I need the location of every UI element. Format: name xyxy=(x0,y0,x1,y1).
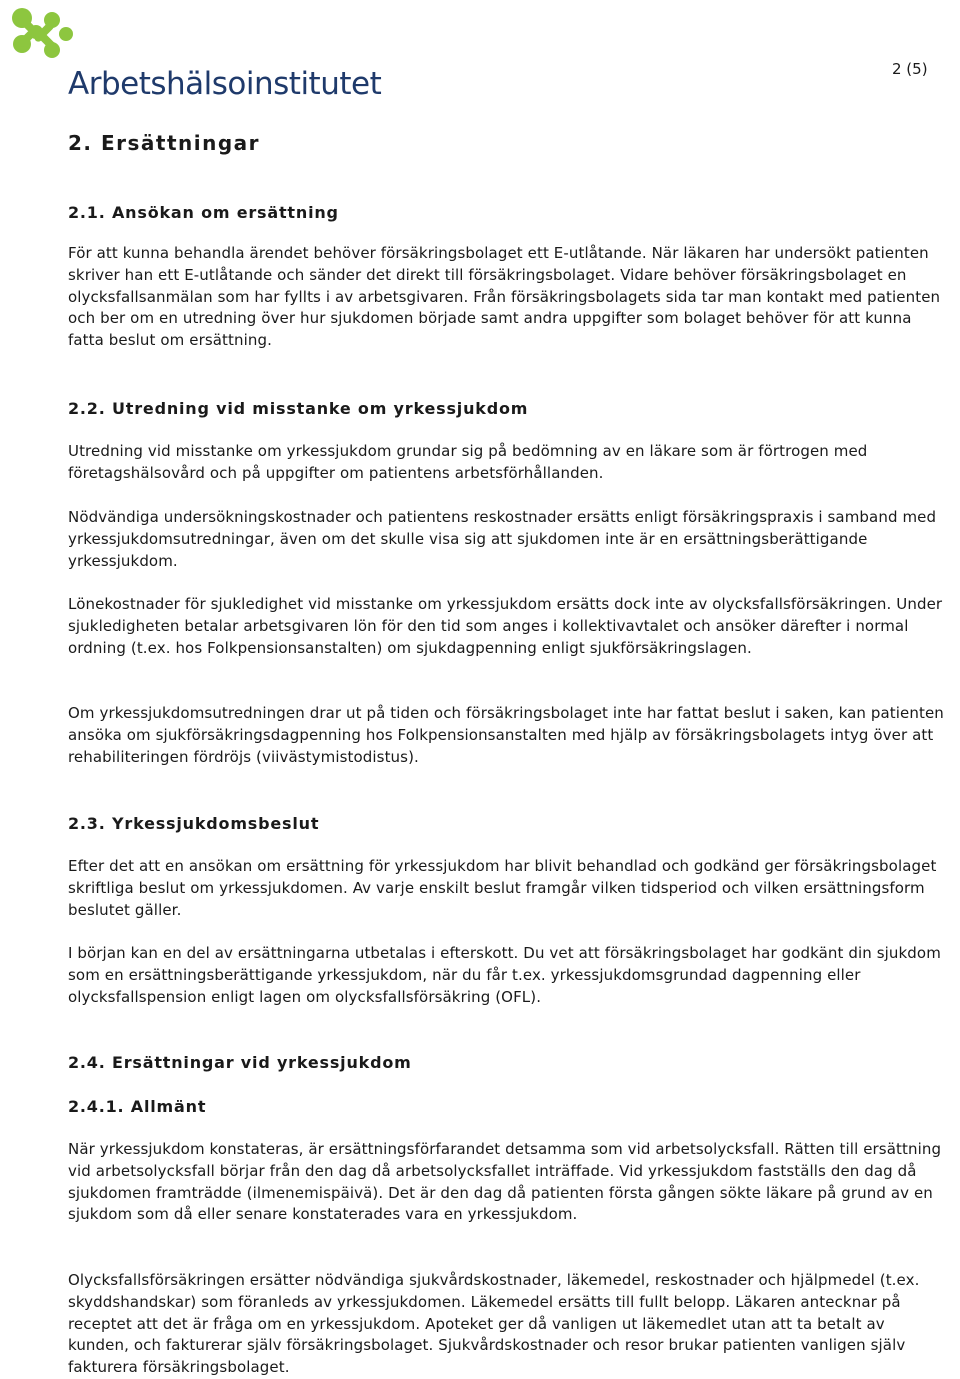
paragraph-2-3-1: Efter det att en ansökan om ersättning för yrkessjukdom har blivit behandlad och godkänd ger försäkringsbolaget skriftliga beslut om yrkessjukdomen. Av varje enskilt beslut framgår vilken tidsperiod och vilken ersättningsform beslutet gäller. xyxy=(68,857,937,919)
paragraph-2-3-2: I början kan en del av ersättningarna utbetalas i efterskott. Du vet att försäkringsbolaget har godkänt din sjukdom som en ersättningsberättigande yrkessjukdom, när du får t.ex. yrkessjukdomsgrundad dagpenning eller olycksfallspension enligt lagen om olycksfallsförsäkring (OFL). xyxy=(68,944,941,1006)
page-number: 2 (5) xyxy=(892,60,928,78)
section-heading-2-2: 2.2. Utredning vid misstanke om yrkessjukdom xyxy=(68,399,529,418)
paragraph-2-2-3: Lönekostnader för sjukledighet vid misstanke om yrkessjukdom ersätts dock inte av olycksfallsförsäkringen. Under sjukledigheten betalar arbetsgivaren lön för den tid som anges i kollektivavtalet och ansöker därefter i normal ordning (t.ex. hos Folkpensionsanstalten) om sjukdagpenning enligt sjukförsäkringslagen. xyxy=(68,595,943,657)
logo-wordmark: Arbetshälsoinstitutet xyxy=(68,66,382,102)
section-heading-2-4: 2.4. Ersättningar vid yrkessjukdom xyxy=(68,1053,412,1072)
document-title: 2. Ersättningar xyxy=(68,131,261,155)
paragraph-2-2-4: Om yrkessjukdomsutredningen drar ut på tiden och försäkringsbolaget inte har fattat beslut i saken, kan patienten ansöka om sjukförsäkringsdagpenning hos Folkpensionsanstalten med hjälp av försäkringsbolagets intyg över att rehabiliteringen fördröjs (viivästymistodistus). xyxy=(68,704,944,766)
paragraph-2-4-1-1: När yrkessjukdom konstateras, är ersättningsförfarandet detsamma som vid arbetsolycksfall. Rätten till ersättning vid arbetsolycksfall börjar från den dag då arbetsolycksfallet inträffade. Vid yrkessjukdom fastställs den dag då sjukdomen framträdde (ilmenemispäivä). Det är den dag då patienten första gången sökte läkare på grund av en sjukdom som då eller senare konstaterades vara en yrkessjukdom. xyxy=(68,1140,942,1224)
section-heading-2-1: 2.1. Ansökan om ersättning xyxy=(68,203,339,222)
paragraph-2-1-1: För att kunna behandla ärendet behöver försäkringsbolaget ett E-utlåtande. När läkaren har undersökt patienten skriver han ett E-utlåtande och sänder det direkt till försäkringsbolaget. Vidare behöver försäkringsbolaget en olycksfallsanmälan som har fyllts i av arbetsgivaren. Från försäkringsbolagets sida tar man kontakt med patienten och ber om en utredning över hur sjukdomen började samt andra uppgifter som bolaget behöver för att kunna fatta beslut om ersättning. xyxy=(68,244,941,350)
section-heading-2-4-1: 2.4.1. Allmänt xyxy=(68,1097,207,1116)
paragraph-2-4-1-2: Olycksfallsförsäkringen ersätter nödvändiga sjukvårdskostnader, läkemedel, reskostnader och hjälpmedel (t.ex. skyddshandskar) som föranleds av yrkessjukdomen. Läkemedel ersätts till fullt belopp. Läkaren antecknar på receptet att det är fråga om en yrkessjukdom. Apoteket ger då vanligen ut läkemedlet utan att ta betalt av kunden, och fakturerar själv försäkringsbolaget. Sjukvårdskostnader och resor brukar patienten vanligen själv fakturera försäkringsbolaget. xyxy=(68,1271,920,1377)
paragraph-2-2-2: Nödvändiga undersökningskostnader och patientens reskostnader ersätts enligt försäkringspraxis i samband med yrkessjukdomsutredningar, även om det skulle visa sig att sjukdomen inte är en ersättningsberättigande yrkessjukdom. xyxy=(68,508,937,570)
section-heading-2-3: 2.3. Yrkessjukdomsbeslut xyxy=(68,814,320,833)
paragraph-2-2-1: Utredning vid misstanke om yrkessjukdom grundar sig på bedömning av en läkare som är förtrogen med företagshälsovård och på uppgifter om patientens arbetsförhållanden. xyxy=(68,442,868,482)
logo-icon xyxy=(8,4,88,74)
